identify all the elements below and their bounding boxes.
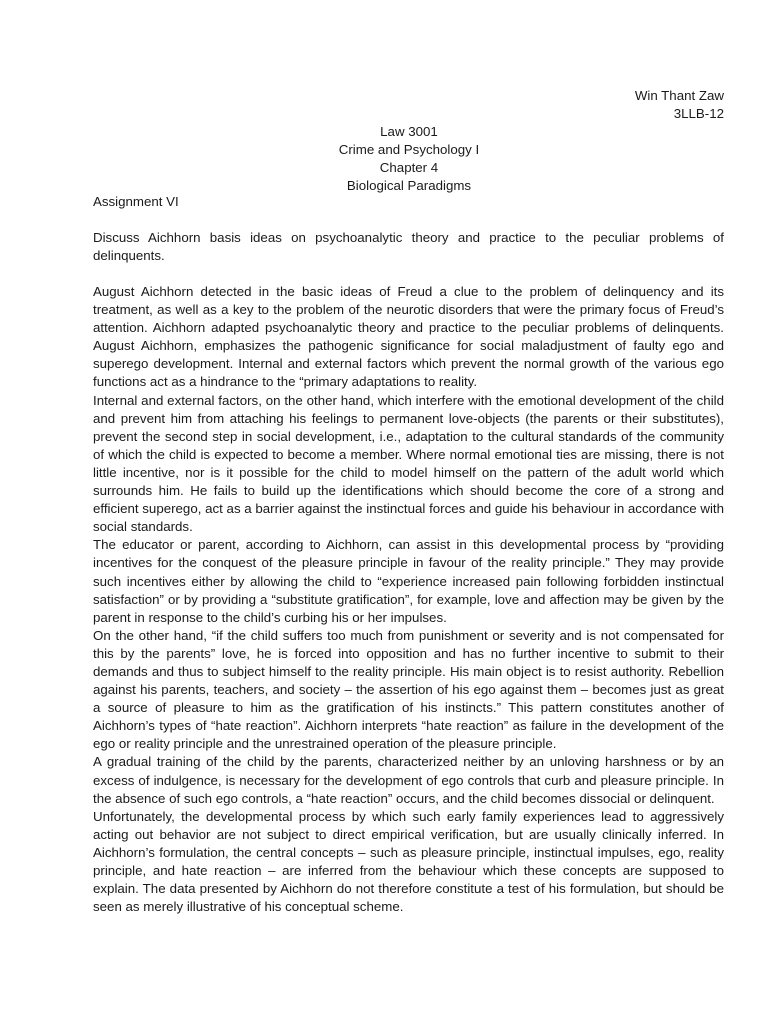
course-title: Crime and Psychology I — [338, 142, 480, 158]
paragraph: On the other hand, “if the child suffers too much from punishment or severity and is not compensated for this by the parents” love, he is forced into opposition and has no further incentive to submit to their demands and thus to subject himself to the reality principle. His main object is to resist authority. Rebellion against his parents, teachers, and society – the assertion of his ego against them – becomes just as great a source of pleasure to him as the gratification of his instincts.” This pattern constitutes another of Aichhorn’s types of “hate reaction”. Aichhorn interprets “hate reaction” as failure in the development of the ego or reality principle and the unrestrained operation of the pleasure principle. — [93, 627, 724, 752]
chapter-title: Biological Paradigms — [346, 178, 472, 194]
paragraph: Unfortunately, the developmental process by which such early family experiences lead to aggressively acting out behavior are not subject to direct empirical verification, but are usually clinically inferred. In Aichhorn’s formulation, the central concepts – such as pleasure principle, instinctual impulses, ego, reality principle, and hate reaction – are inferred from the behaviour which these concepts are supposed to explain. The data presented by Aichhorn do not therefore constitute a test of his formulation, but should be seen as merely illustrative of his conceptual scheme. — [93, 808, 724, 915]
roll-number: 3LLB-12 — [673, 106, 724, 122]
answer-body — [93, 283, 724, 916]
paragraph: August Aichhorn detected in the basic ideas of Freud a clue to the problem of delinquency and its treatment, as well as a key to the problem of the neurotic disorders that were the primary focus of Freud’s attention. Aichhorn adapted psychoanalytic theory and practice to the peculiar problems of delinquents. August Aichhorn, emphasizes the pathogenic significance for social maladjustment of faulty ego and superego development. Internal and external factors which prevent the normal growth of the various ego functions act as a hindrance to the “primary adaptations to reality. — [93, 284, 724, 390]
chapter-number: Chapter 4 — [379, 160, 439, 176]
paragraph: The educator or parent, according to Aichhorn, can assist in this developmental process by “providing incentives for the conquest of the pleasure principle in favour of the reality principle.” They may provide such incentives either by allowing the child to “experience increased pain following forbidden instinctual satisfaction” or by providing a “substitute gratification”, for example, love and affection may be given by the parent in response to the child’s curbing his or her impulses. — [93, 537, 724, 625]
course-code: Law 3001 — [380, 124, 438, 139]
paragraph: Internal and external factors, on the other hand, which interfere with the emotional development of the child and prevent him from attaching his feelings to permanent love-objects (the parents or their substitutes), prevent the second step in social development, i.e., adaptation to the cultural standards of the community of which the child is expected to become a member. Where normal emotional ties are missing, there is not little incentive, nor is it possible for the child to model himself on the pattern of the adult world which surrounds him. He fails to build up the identifications which should become the core of a strong and efficient superego, act as a barrier against the instinctual forces and guide his behaviour in accordance with social standards. — [93, 392, 724, 535]
assignment-question: Discuss Aichhorn basis ideas on psychoanalytic theory and practice to the peculiar problems of delinquents. — [93, 230, 724, 264]
author-name: Win Thant Zaw — [634, 88, 724, 103]
course-heading — [0, 123, 768, 195]
author-block — [635, 87, 724, 123]
assignment-label: Assignment VI — [93, 194, 179, 209]
paragraph: A gradual training of the child by the parents, characterized neither by an unloving harshness or by an excess of indulgence, is necessary for the development of ego controls that curb and pleasure principle. In the absence of such ego controls, a “hate reaction” occurs, and the child becomes dissocial or delinquent. — [93, 754, 724, 806]
